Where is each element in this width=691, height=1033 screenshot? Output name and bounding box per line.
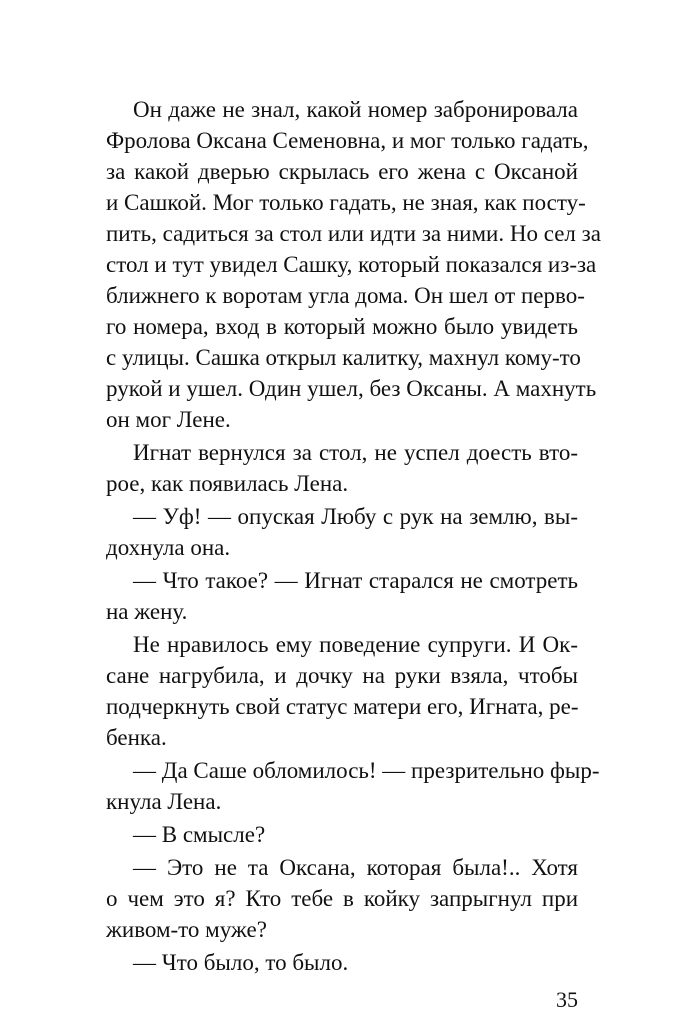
text-line: ближнего к воротам угла дома. Он шел от перво- xyxy=(106,283,585,308)
text-line: на жену. xyxy=(106,599,188,624)
text-line: сане нагрубила, и дочку на руки взяла, чтобы xyxy=(106,663,578,688)
text-line: живом-то муже? xyxy=(106,917,267,942)
text-line: он мог Лене. xyxy=(106,407,231,432)
text-line: рое, как появилась Лена. xyxy=(106,471,349,496)
text-line: кнула Лена. xyxy=(106,789,222,814)
text-line: о чем это я? Кто тебе в койку запрыгнул при xyxy=(106,886,578,911)
text-line: — Это не та Оксана, которая была!.. Хотя xyxy=(133,855,578,880)
text-line: с улицы. Сашка открыл калитку, махнул кому-то xyxy=(106,345,581,370)
text-line: Не нравилось ему поведение супруги. И Ок- xyxy=(133,632,578,657)
text-line: — Что такое? — Игнат старался не смотреть xyxy=(133,568,578,593)
text-line: бенка. xyxy=(106,725,167,750)
page-number: 35 xyxy=(556,987,578,1012)
text-line: — Что было, то было. xyxy=(133,950,349,975)
text-line: рукой и ушел. Один ушел, без Оксаны. А махнуть xyxy=(106,376,597,401)
text-line: Игнат вернулся за стол, не успел доесть вто- xyxy=(133,440,578,465)
text-line: Он даже не знал, какой номер забронировала xyxy=(133,97,578,122)
text-line: — Уф! — опуская Любу с рук на землю, вы- xyxy=(133,504,578,529)
text-line: и Сашкой. Мог только гадать, не зная, как посту- xyxy=(106,190,586,215)
text-line: за какой дверью скрылась его жена с Оксаной xyxy=(106,159,578,184)
text-line: Фролова Оксана Семеновна, и мог только гадать, xyxy=(106,128,589,153)
text-line: стол и тут увидел Сашку, который показался из-за xyxy=(106,252,597,277)
text-line: подчеркнуть свой статус матери его, Игната, ре- xyxy=(106,694,579,719)
text-line: дохнула она. xyxy=(106,535,231,560)
text-line: го номера, вход в который можно было увидеть xyxy=(106,314,578,339)
text-line: — Да Саше обломилось! — презрительно фыр- xyxy=(133,758,600,783)
text-line: — В смысле? xyxy=(133,822,266,847)
text-line: пить, садиться за стол или идти за ними. Но сел за xyxy=(106,221,601,246)
